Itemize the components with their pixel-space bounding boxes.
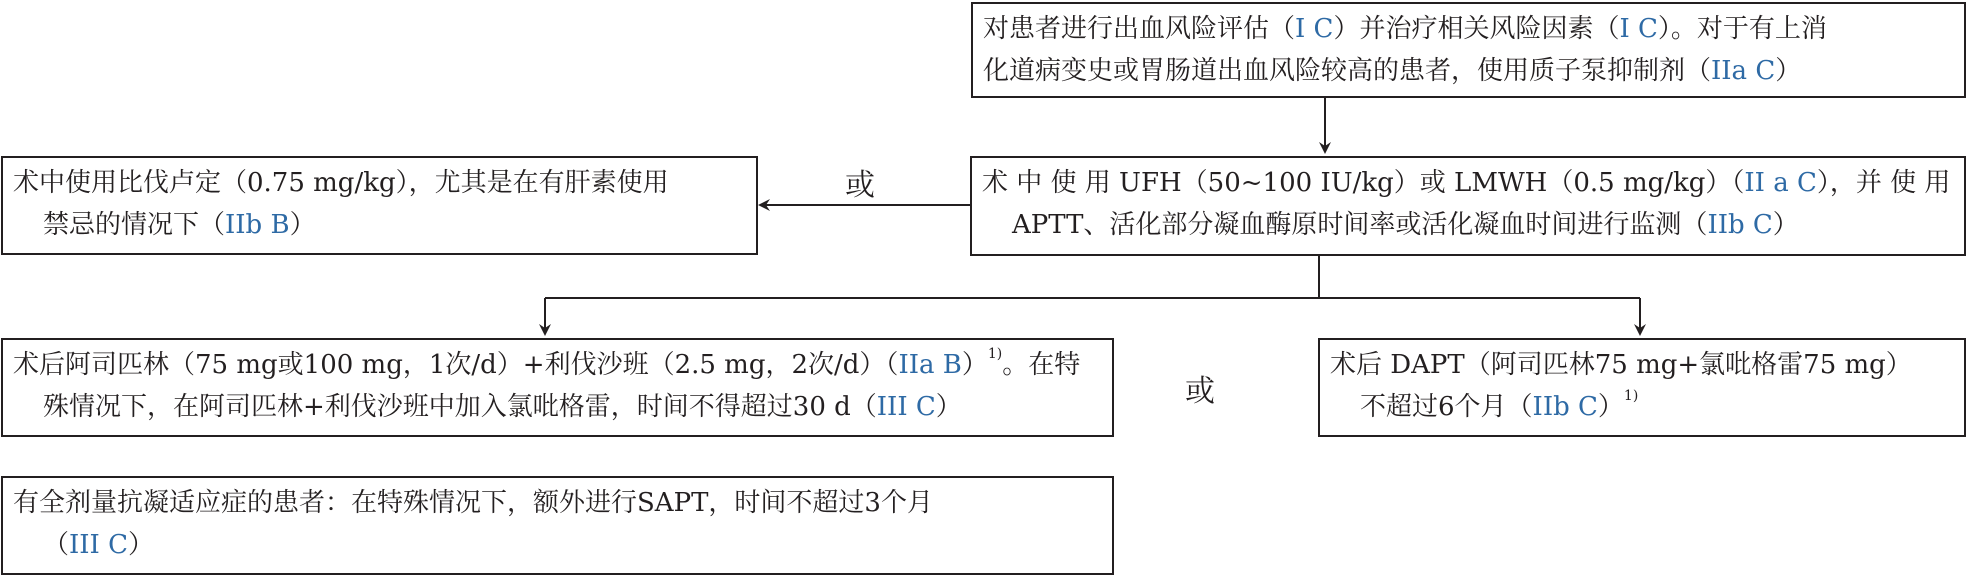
- bottom-box: 有全剂量抗凝适应症的患者：在特殊情况下，额外进行SAPT，时间不超过3个月 （III C）: [1, 476, 1114, 575]
- top-box: 对患者进行出血风险评估（I C）并治疗相关风险因素（I C）。对于有上消 化道病变史或胃肠道出血风险较高的患者，使用质子泵抑制剂（IIa C）: [971, 2, 1966, 98]
- right-lower-box: 术后 DAPT（阿司匹林75 mg+氯吡格雷75 mg） 不超过6个月（IIb C）$^{1)}$: [1318, 338, 1966, 437]
- or-label-top: 或: [845, 168, 875, 203]
- left-lower-box: 术后阿司匹林（75 mg或100 mg，1次/d）+利伐沙班（2.5 mg，2次/d）（IIa B）$^{1)}$。在特 殊情况下，在阿司匹林+利伐沙班中加入氯吡格雷，时间不得超过30 d（III C）: [1, 338, 1114, 437]
- left-box: 术中使用比伐卢定（0.75 mg/kg），尤其是在有肝素使用 禁忌的情况下（IIb B）: [1, 156, 758, 255]
- or-label-mid: 或: [1185, 374, 1215, 409]
- mid-box: 术 中 使 用 UFH（50~100 IU/kg）或 LMWH（0.5 mg/kg）（II a C），并 使 用 APTT、活化部分凝血酶原时间率或活化凝血时间进行监测（IIb C）: [970, 156, 1966, 256]
